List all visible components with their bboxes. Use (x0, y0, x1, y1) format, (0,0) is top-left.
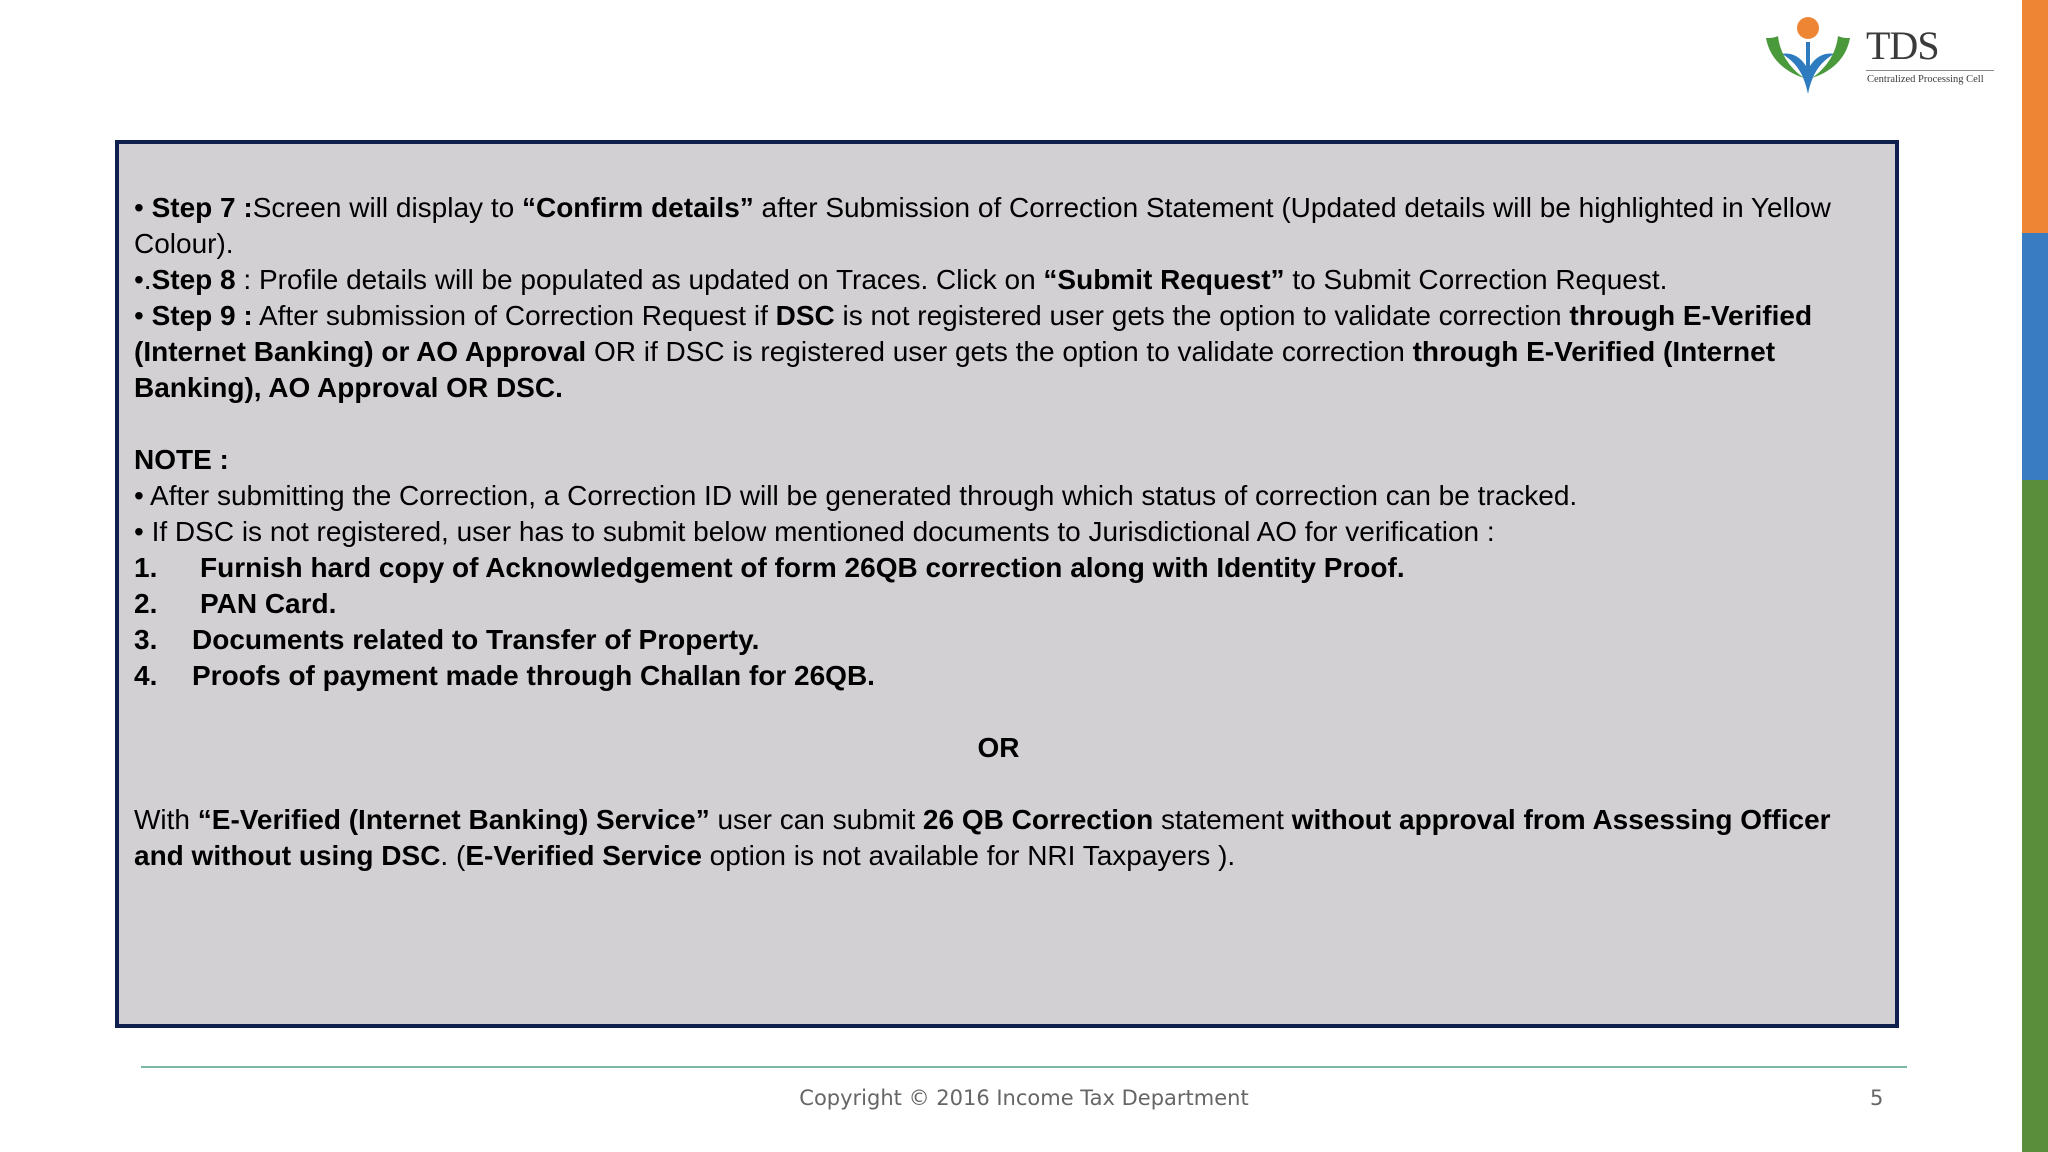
submit-request-text: “Submit Request” (1043, 264, 1285, 295)
step-8-paragraph (134, 262, 1881, 298)
logo-underline (1866, 70, 1994, 71)
stripe-orange (2022, 0, 2048, 233)
footer-divider (141, 1066, 1907, 1068)
step-9-text: After submission of Correction Request if (252, 300, 776, 331)
logo-subtitle: Centralized Processing Cell (1867, 74, 1984, 85)
document-list-item (134, 658, 1881, 694)
logo-title: TDS (1866, 23, 1939, 68)
step-9-paragraph (134, 298, 1881, 406)
confirm-details-text: “Confirm details” (521, 192, 754, 223)
step-8-text: to Submit Correction Request. (1284, 264, 1668, 295)
list-number: 3. (134, 624, 158, 655)
spacer (134, 406, 1881, 442)
stripe-blue (2022, 233, 2048, 480)
page-number: 5 (1870, 1086, 1884, 1110)
tds-logo (1760, 12, 2000, 96)
everified-text: With (134, 804, 198, 835)
everified-text: statement (1153, 804, 1292, 835)
list-text: Documents related to Transfer of Property. (192, 624, 760, 655)
note-heading-text: NOTE : (134, 444, 229, 475)
bullet: • (134, 192, 152, 223)
dsc-text: DSC (775, 300, 835, 331)
list-text: Proofs of payment made through Challan for 26QB. (192, 660, 875, 691)
everified-bold-text: “E-Verified (Internet Banking) Service” (197, 804, 710, 835)
bullet: • (134, 300, 152, 331)
note-item: • After submitting the Correction, a Correction ID will be generated through which status of correction can be tracked. (134, 480, 1578, 511)
step-7-label: Step 7 : (151, 192, 253, 223)
list-number: 4. (134, 660, 158, 691)
copyright-text: Copyright © 2016 Income Tax Department (799, 1086, 1249, 1110)
document-list-item (134, 622, 1881, 658)
note-heading (134, 442, 1881, 478)
step-8-text: : Profile details will be populated as updated on Traces. Click on (235, 264, 1044, 295)
stripe-green (2022, 480, 2048, 1152)
or-separator: OR (977, 732, 1020, 763)
document-list-item (134, 586, 1881, 622)
bullet: •. (134, 264, 152, 295)
step-7-text: after Submission of Correction Statement (Updated details will be highlighted in Yellow Colour). (134, 192, 1831, 259)
everified-bold-text: E-Verified Service (465, 840, 702, 871)
everified-bold-text: without approval from Assessing Officer and without using DSC (134, 804, 1831, 871)
list-text: PAN Card. (200, 588, 337, 619)
step-7-paragraph (134, 190, 1881, 262)
step-7-text: Screen will display to (252, 192, 522, 223)
note-item: • If DSC is not registered, user has to submit below mentioned documents to Jurisdictional AO for verification : (134, 516, 1495, 547)
everified-text: user can submit (709, 804, 923, 835)
everified-text: . ( (440, 840, 466, 871)
everified-text: option is not available for NRI Taxpayers ). (701, 840, 1236, 871)
content-box (115, 140, 1899, 1028)
tds-logo-icon (1760, 12, 1856, 96)
step-9-text: is not registered user gets the option to validate correction (834, 300, 1570, 331)
step-9-bold-text: through E-Verified (Internet Banking), AO Approval OR DSC. (134, 336, 1776, 403)
list-text: Furnish hard copy of Acknowledgement of form 26QB correction along with Identity Proof. (200, 552, 1405, 583)
document-list-item (134, 550, 1881, 586)
spacer (134, 766, 1881, 802)
step-9-text: OR if DSC is registered user gets the option to validate correction (586, 336, 1413, 367)
spacer (134, 694, 1881, 730)
step-9-label: Step 9 : (151, 300, 253, 331)
step-8-label: Step 8 (151, 264, 236, 295)
list-number: 2. (134, 588, 158, 619)
step-9-bold-text: through E-Verified (Internet Banking) or AO Approval (134, 300, 1813, 367)
everified-bold-text: 26 QB Correction (922, 804, 1154, 835)
everified-paragraph (134, 802, 1881, 874)
list-number: 1. (134, 552, 158, 583)
